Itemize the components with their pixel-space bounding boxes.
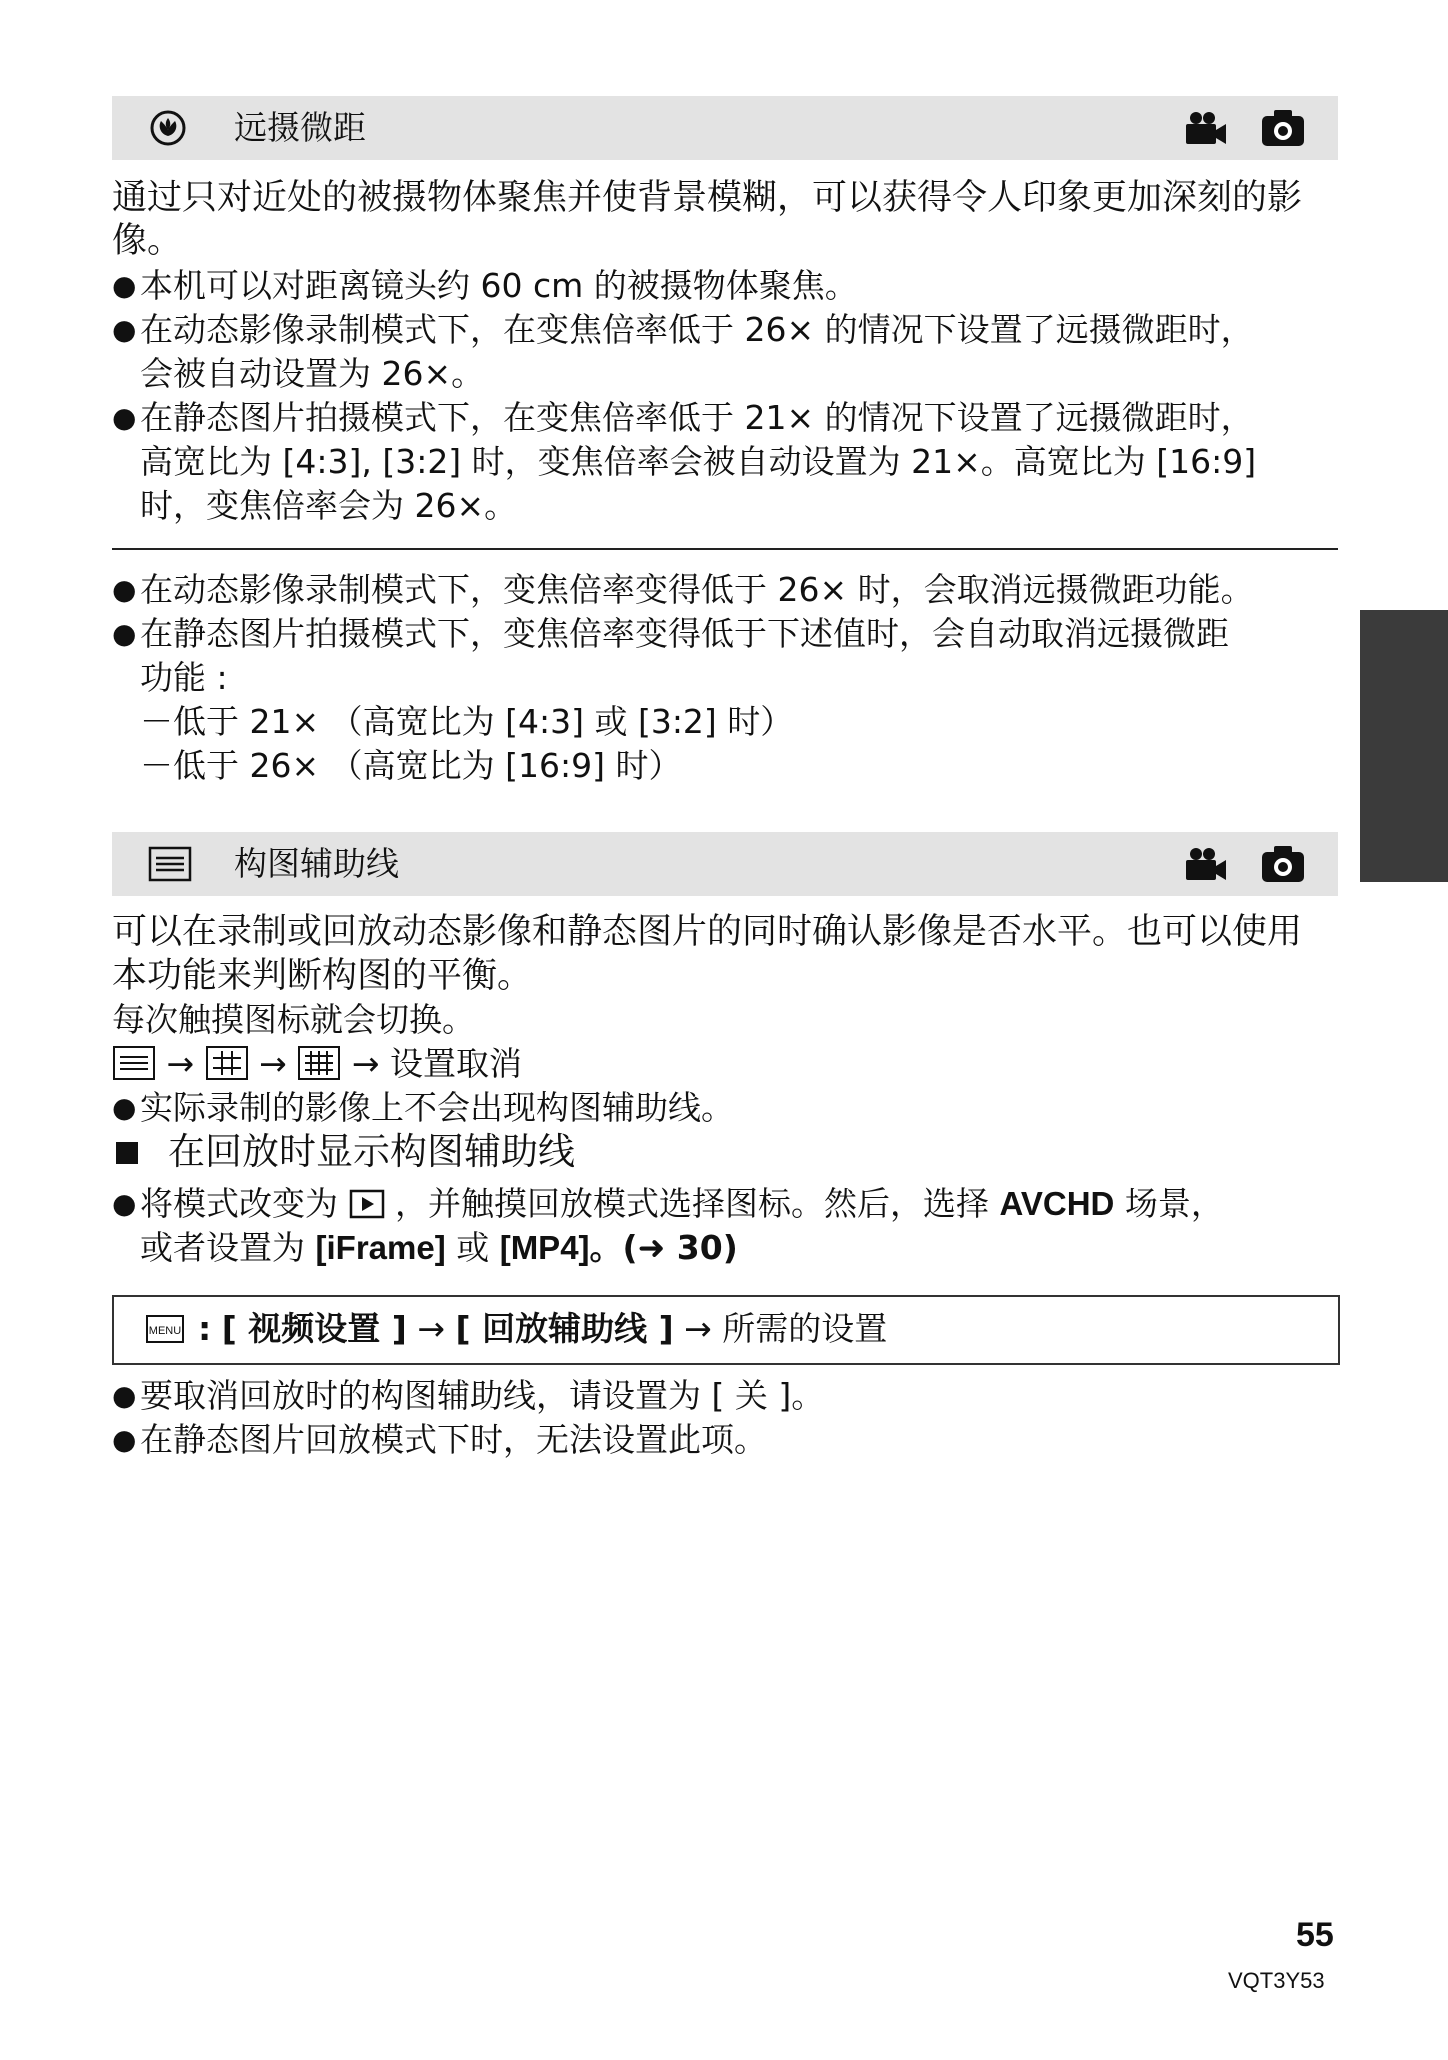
text: :: [198, 1309, 212, 1348]
intro-line: 本功能来判断构图的平衡。: [112, 956, 533, 996]
arrow: →: [417, 1309, 446, 1348]
arrow: →: [166, 1044, 195, 1083]
list-item: 实际录制的影像上不会出现构图辅助线。: [140, 1088, 734, 1127]
video-camera-icon: [1182, 110, 1228, 146]
arrow: →: [259, 1044, 287, 1083]
list-item: 高宽比为 [4:3], [3:2] 时，变焦倍率会被自动设置为 21×。高宽比为 [16:9]: [140, 442, 1257, 481]
guideline-sequence: [112, 1042, 522, 1086]
list-item: [140, 1226, 738, 1270]
menu-path: [198, 1307, 887, 1351]
menu-icon: [146, 1315, 184, 1343]
guideline-lines-icon: [112, 1045, 156, 1081]
list-item: 会被自动设置为 26×。: [140, 354, 485, 393]
intro-line: 通过只对近处的被摄物体聚焦并使背景模糊，可以获得令人印象更加深刻的影: [112, 178, 1303, 218]
text: 将模式改变为: [140, 1184, 338, 1223]
bullet-dot: ●: [112, 401, 137, 434]
bullet-dot: ●: [112, 1091, 137, 1124]
dash-item: －低于 21× （高宽比为 [4:3] 或 [3:2] 时）: [140, 702, 794, 741]
list-item: 在静态图片回放模式下时，无法设置此项。: [140, 1420, 767, 1459]
playback-icon: [349, 1189, 385, 1219]
macro-flower-icon: [148, 108, 188, 148]
section-header-macro: [112, 96, 1338, 160]
dash-item: －低于 26× （高宽比为 [16:9] 时）: [140, 746, 682, 785]
photo-camera-icon: [1260, 842, 1306, 884]
mp4-text: [MP4]: [499, 1229, 590, 1266]
list-item: 在动态影像录制模式下，在变焦倍率低于 26× 的情况下设置了远摄微距时，: [140, 310, 1254, 349]
guideline-icon: [148, 846, 192, 882]
menu-path-box: [112, 1295, 1340, 1365]
guideline-dense-grid-icon: [297, 1045, 341, 1081]
bullet-dot: ●: [112, 1379, 137, 1412]
text: 或: [456, 1228, 490, 1267]
list-item: [140, 1182, 1224, 1226]
bullet-dot: ●: [112, 617, 137, 650]
chapter-tab: [1360, 610, 1448, 882]
page-ref: 。(➜ 30): [589, 1228, 738, 1267]
list-item: 本机可以对距离镜头约 60 cm 的被摄物体聚焦。: [140, 266, 858, 305]
bullet-dot: ●: [112, 1423, 137, 1456]
list-item: 要取消回放时的构图辅助线，请设置为 [ 关 ]。: [140, 1376, 825, 1415]
text: 场景，: [1124, 1184, 1224, 1223]
note-item: 在静态图片拍摄模式下，变焦倍率变得低于下述值时，会自动取消远摄微距: [140, 614, 1229, 653]
section-title: 构图辅助线: [234, 844, 399, 883]
bullet-dot: ●: [112, 573, 137, 606]
divider: [112, 548, 1338, 550]
photo-camera-icon: [1260, 106, 1306, 148]
bullet-dot: ●: [112, 269, 137, 302]
text: → 所需的设置: [684, 1309, 888, 1348]
guideline-grid-icon: [205, 1045, 249, 1081]
touch-text: 每次触摸图标就会切换。: [112, 1000, 475, 1039]
section-header-guideline: [112, 832, 1338, 896]
avchd-text: AVCHD: [999, 1185, 1115, 1222]
menu-item: [ 回放辅助线 ]: [455, 1309, 674, 1348]
sequence-end: → 设置取消: [351, 1044, 522, 1083]
document-code: VQT3Y53: [1228, 1968, 1325, 1993]
intro-line: 可以在录制或回放动态影像和静态图片的同时确认影像是否水平。也可以使用: [112, 912, 1303, 952]
text: 或者设置为: [140, 1228, 305, 1267]
text: ，并触摸回放模式选择图标。然后，选择: [395, 1184, 989, 1223]
menu-item: [ 视频设置 ]: [221, 1309, 407, 1348]
square-bullet: [116, 1142, 138, 1164]
bullet-dot: ●: [112, 1187, 137, 1220]
list-item: 时，变焦倍率会为 26×。: [140, 486, 518, 525]
note-item: 在动态影像录制模式下，变焦倍率变得低于 26× 时，会取消远摄微距功能。: [140, 570, 1254, 609]
bullet-dot: ●: [112, 313, 137, 346]
page-number: 55: [1296, 1916, 1334, 1954]
section-title: 远摄微距: [234, 108, 366, 147]
iframe-text: [iFrame]: [315, 1229, 446, 1266]
video-camera-icon: [1182, 846, 1228, 882]
menu-label: MENU: [148, 1325, 182, 1337]
list-item: 在静态图片拍摄模式下，在变焦倍率低于 21× 的情况下设置了远摄微距时，: [140, 398, 1254, 437]
subheading: 在回放时显示构图辅助线: [168, 1130, 575, 1173]
intro-line: 像。: [112, 221, 183, 261]
note-item: 功能 :: [140, 658, 228, 697]
